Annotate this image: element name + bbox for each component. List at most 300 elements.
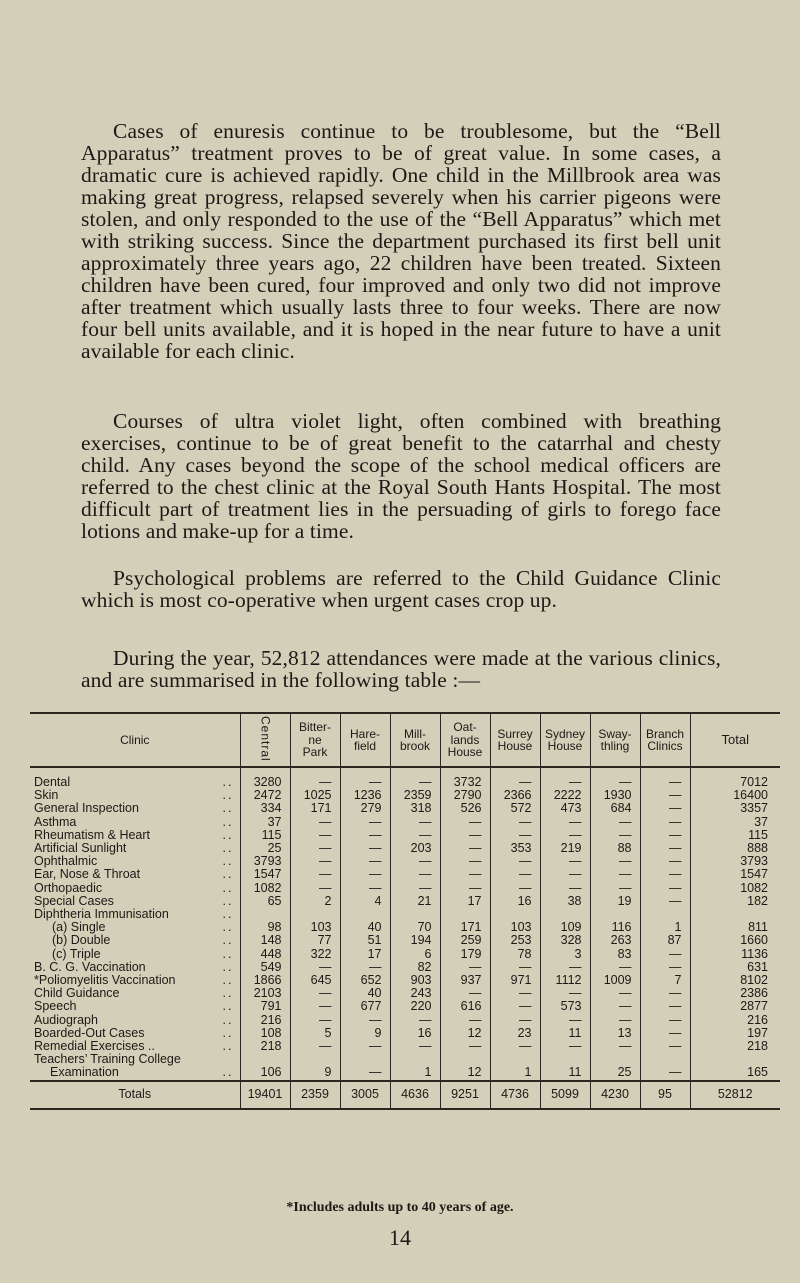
table-cell: — xyxy=(540,868,590,881)
table-cell: — xyxy=(640,802,690,815)
table-cell: — xyxy=(290,882,340,895)
dot-leader: .. xyxy=(222,959,234,974)
row-label-text: Dental xyxy=(34,775,71,789)
header-oatlands-house xyxy=(440,713,490,767)
table-cell: — xyxy=(390,816,440,829)
table-cell: 78 xyxy=(490,948,540,961)
table-cell: 40 xyxy=(340,987,390,1000)
table-cell: 334 xyxy=(240,802,290,815)
row-label xyxy=(30,802,240,815)
table-cell: — xyxy=(390,882,440,895)
table-cell: — xyxy=(490,1014,540,1027)
table-cell: — xyxy=(490,855,540,868)
table-cell: 322 xyxy=(290,948,340,961)
row-label-text: General Inspection xyxy=(34,801,139,816)
table-row xyxy=(30,908,780,921)
table-cell xyxy=(390,908,440,921)
header-bitterne-park xyxy=(290,713,340,767)
header-line: Park xyxy=(302,745,328,760)
table-cell: — xyxy=(340,1014,390,1027)
header-line: Clinics xyxy=(647,739,683,753)
table-cell: — xyxy=(290,829,340,842)
table-cell: 1112 xyxy=(540,974,590,987)
table-cell: — xyxy=(340,816,390,829)
row-label xyxy=(30,767,240,789)
table-cell: 811 xyxy=(690,921,780,934)
header-line: Sway- xyxy=(598,726,632,741)
dot-leader: .. xyxy=(222,920,234,935)
table-cell: — xyxy=(440,868,490,881)
table-cell: — xyxy=(640,961,690,974)
table-cell: — xyxy=(440,842,490,855)
table-cell: 2 xyxy=(290,895,340,908)
table-cell: 103 xyxy=(490,921,540,934)
row-label xyxy=(30,882,240,895)
table-cell: — xyxy=(440,855,490,868)
table-cell: — xyxy=(290,842,340,855)
table-cell: 218 xyxy=(690,1040,780,1053)
totals-cell: 95 xyxy=(640,1081,690,1109)
table-cell: 65 xyxy=(240,895,290,908)
table-cell: — xyxy=(490,868,540,881)
table-cell: 1547 xyxy=(690,868,780,881)
table-header-row xyxy=(30,713,780,767)
table-cell: 182 xyxy=(690,895,780,908)
table-cell: 6 xyxy=(390,948,440,961)
table-row xyxy=(30,934,780,947)
table-cell: 8102 xyxy=(690,974,780,987)
header-central xyxy=(240,713,290,767)
table-cell: 5 xyxy=(290,1027,340,1040)
row-label xyxy=(30,816,240,829)
table-cell: 197 xyxy=(690,1027,780,1040)
table-cell: 7 xyxy=(640,974,690,987)
table-cell: 19 xyxy=(590,895,640,908)
row-label-text: Remedial Exercises .. xyxy=(34,1039,155,1054)
table-cell: — xyxy=(490,961,540,974)
table-row xyxy=(30,1053,780,1080)
table-cell: 88 xyxy=(590,842,640,855)
table-row xyxy=(30,1014,780,1027)
table-cell: 2790 xyxy=(440,789,490,802)
table-cell: — xyxy=(640,855,690,868)
table-cell: — xyxy=(490,816,540,829)
table-cell: — xyxy=(340,855,390,868)
table-cell: — xyxy=(290,961,340,974)
row-label xyxy=(30,934,240,947)
table-row xyxy=(30,829,780,842)
header-surrey-house xyxy=(490,713,540,767)
paragraph-ultra-violet xyxy=(81,410,721,542)
table-cell: 1136 xyxy=(690,948,780,961)
table-cell: 253 xyxy=(490,934,540,947)
table-cell: 7012 xyxy=(690,767,780,789)
table-cell: 677 xyxy=(340,1000,390,1013)
table-cell: 549 xyxy=(240,961,290,974)
table-cell: 12 xyxy=(440,1053,490,1080)
row-label-text: Boarded-Out Cases xyxy=(34,1025,145,1040)
table-cell: 2359 xyxy=(390,789,440,802)
table-cell: 3793 xyxy=(240,855,290,868)
table-cell: 40 xyxy=(340,921,390,934)
row-label-text: (c) Triple xyxy=(52,946,101,961)
table-cell: — xyxy=(490,1000,540,1013)
dot-leader: .. xyxy=(222,854,234,869)
table-cell: 98 xyxy=(240,921,290,934)
table-cell: 652 xyxy=(340,974,390,987)
header-swaythling xyxy=(590,713,640,767)
table-cell: 109 xyxy=(540,921,590,934)
table-cell: 3732 xyxy=(440,767,490,789)
page-number: 14 xyxy=(389,1225,411,1250)
table-row xyxy=(30,767,780,789)
totals-cell: 9251 xyxy=(440,1081,490,1109)
table-row xyxy=(30,1000,780,1013)
table-cell: 572 xyxy=(490,802,540,815)
table-cell: 37 xyxy=(240,816,290,829)
table-cell: 1025 xyxy=(290,789,340,802)
table-cell: — xyxy=(640,842,690,855)
table-cell: 1 xyxy=(490,1053,540,1080)
table-cell: — xyxy=(340,868,390,881)
table-cell: 25 xyxy=(590,1053,640,1080)
table-cell: — xyxy=(390,868,440,881)
table-cell: — xyxy=(440,1014,490,1027)
row-label-text: Diphtheria Immunisation xyxy=(34,907,169,922)
table-cell: — xyxy=(590,987,640,1000)
header-line: Hare- xyxy=(349,726,380,741)
table-cell: — xyxy=(640,868,690,881)
table-cell: 108 xyxy=(240,1027,290,1040)
paragraph-text: Psychological problems are referred to the Child Guidance Clinic which is most co-operative when urgent cases crop up. xyxy=(81,566,721,612)
table-cell: — xyxy=(540,961,590,974)
table-cell: — xyxy=(540,1014,590,1027)
row-label xyxy=(30,1053,240,1080)
table-cell xyxy=(240,908,290,921)
table-cell: 259 xyxy=(440,934,490,947)
row-label-text: *Poliomyelitis Vaccination xyxy=(34,973,176,988)
dot-leader: .. xyxy=(222,1025,234,1040)
table-cell: 179 xyxy=(440,948,490,961)
table-cell: 888 xyxy=(690,842,780,855)
table-cell: 83 xyxy=(590,948,640,961)
table-cell: 903 xyxy=(390,974,440,987)
table-cell: 106 xyxy=(240,1053,290,1080)
table-cell: 11 xyxy=(540,1027,590,1040)
table-cell: — xyxy=(540,882,590,895)
table-cell: — xyxy=(340,829,390,842)
table-cell: 82 xyxy=(390,961,440,974)
table-cell xyxy=(640,908,690,921)
table-cell: 216 xyxy=(240,1014,290,1027)
table-cell: — xyxy=(440,1040,490,1053)
table-cell: — xyxy=(390,855,440,868)
table-cell: 37 xyxy=(690,816,780,829)
table-cell: 2472 xyxy=(240,789,290,802)
table-cell: — xyxy=(640,789,690,802)
table-cell: 17 xyxy=(440,895,490,908)
table-cell: — xyxy=(340,961,390,974)
table-cell: 116 xyxy=(590,921,640,934)
table-cell: 1236 xyxy=(340,789,390,802)
table-cell: — xyxy=(540,829,590,842)
paragraph-psychological xyxy=(81,567,721,611)
dot-leader: .. xyxy=(222,973,234,988)
row-label-text: Audiograph xyxy=(34,1012,98,1027)
totals-row xyxy=(30,1081,780,1109)
row-label xyxy=(30,1014,240,1027)
table-cell: 2386 xyxy=(690,987,780,1000)
table-cell: — xyxy=(590,1014,640,1027)
table-cell: — xyxy=(640,1000,690,1013)
table-cell: — xyxy=(290,987,340,1000)
table-cell: 1 xyxy=(390,1053,440,1080)
totals-cell: 52812 xyxy=(690,1081,780,1109)
table-cell: — xyxy=(290,767,340,789)
table-cell: 1866 xyxy=(240,974,290,987)
row-label-text: Teachers’ Training College xyxy=(34,1052,181,1067)
table-cell: 2103 xyxy=(240,987,290,1000)
table-cell: — xyxy=(590,868,640,881)
header-line: thling xyxy=(600,739,630,753)
header-central-text: Central xyxy=(258,715,273,762)
table-cell: 16 xyxy=(490,895,540,908)
table-cell: — xyxy=(290,868,340,881)
table-cell: 526 xyxy=(440,802,490,815)
totals-label: Totals xyxy=(30,1081,240,1109)
table-row xyxy=(30,855,780,868)
totals-cell: 19401 xyxy=(240,1081,290,1109)
table-cell: — xyxy=(590,1040,640,1053)
table-cell: — xyxy=(640,895,690,908)
table-cell: — xyxy=(290,1014,340,1027)
row-label xyxy=(30,948,240,961)
table-cell: 21 xyxy=(390,895,440,908)
table-cell: 2877 xyxy=(690,1000,780,1013)
table-cell: — xyxy=(540,855,590,868)
table-cell: 148 xyxy=(240,934,290,947)
table-cell: — xyxy=(640,882,690,895)
table-cell: — xyxy=(590,961,640,974)
table-cell: — xyxy=(640,987,690,1000)
table-cell: — xyxy=(440,829,490,842)
table-cell: — xyxy=(590,816,640,829)
header-line: field xyxy=(353,739,376,753)
dot-leader: .. xyxy=(222,946,234,961)
table-cell: — xyxy=(540,816,590,829)
table-cell: — xyxy=(640,767,690,789)
table-cell: 2222 xyxy=(540,789,590,802)
table-cell: — xyxy=(290,1000,340,1013)
dot-leader: .. xyxy=(222,814,234,829)
table-cell: — xyxy=(640,1053,690,1080)
paragraph-text: Courses of ultra violet light, often combined with breathing exercises, continue to be of great benefit to the catarrhal and chesty child. Any cases beyond the scope of the school medical officers are referred to the chest clinic at the Royal South Hants Hospital. The most difficult part of treatment lies in the persuading of girls to forego face lotions and make-up for a time. xyxy=(81,409,721,543)
header-sydney-house xyxy=(540,713,590,767)
header-line: House xyxy=(447,745,483,760)
table-row xyxy=(30,802,780,815)
table-cell: 971 xyxy=(490,974,540,987)
row-label xyxy=(30,868,240,881)
table-cell: — xyxy=(640,1027,690,1040)
table-cell: 9 xyxy=(340,1027,390,1040)
table-cell: — xyxy=(340,842,390,855)
dot-leader: .. xyxy=(222,880,234,895)
paragraph-text: During the year, 52,812 attendances were made at the various clinics, and are summarised in the following table :— xyxy=(81,646,721,692)
table-cell: 3280 xyxy=(240,767,290,789)
header-branch-clinics xyxy=(640,713,690,767)
table-cell: 616 xyxy=(440,1000,490,1013)
totals-cell: 3005 xyxy=(340,1081,390,1109)
header-line: brook xyxy=(399,739,431,753)
table-cell: 70 xyxy=(390,921,440,934)
table-cell xyxy=(340,908,390,921)
table-cell: — xyxy=(640,829,690,842)
table-cell: — xyxy=(290,1040,340,1053)
header-harefield xyxy=(340,713,390,767)
table-cell: 11 xyxy=(540,1053,590,1080)
table-cell: — xyxy=(290,816,340,829)
table-cell: 25 xyxy=(240,842,290,855)
table-cell: 4 xyxy=(340,895,390,908)
header-line: Bitter- xyxy=(298,720,331,735)
table-row xyxy=(30,868,780,881)
table-cell: — xyxy=(590,829,640,842)
row-label-text: Speech xyxy=(34,999,77,1014)
table-cell: 473 xyxy=(540,802,590,815)
dot-leader: .. xyxy=(222,788,234,803)
table-cell: 16400 xyxy=(690,789,780,802)
row-label-text: Ear, Nose & Throat xyxy=(34,867,141,882)
dot-leader: .. xyxy=(222,775,234,789)
table-cell: — xyxy=(490,987,540,1000)
table-cell: 87 xyxy=(640,934,690,947)
table-cell: — xyxy=(490,829,540,842)
table-cell: — xyxy=(340,1053,390,1080)
dot-leader: .. xyxy=(222,999,234,1014)
table-cell: 2366 xyxy=(490,789,540,802)
table-cell: 3 xyxy=(540,948,590,961)
table-cell: 318 xyxy=(390,802,440,815)
row-label-text: Orthopaedic xyxy=(34,880,103,895)
table-cell: 115 xyxy=(690,829,780,842)
header-line: House xyxy=(497,739,533,753)
table-cell: — xyxy=(490,767,540,789)
row-label-text: Artificial Sunlight xyxy=(34,841,127,856)
header-line: lands xyxy=(450,732,480,747)
table-cell: — xyxy=(540,767,590,789)
table-cell: — xyxy=(540,1040,590,1053)
table-cell: 171 xyxy=(290,802,340,815)
dot-leader: .. xyxy=(222,986,234,1001)
header-total: Total xyxy=(690,713,780,767)
table-cell: 243 xyxy=(390,987,440,1000)
row-label-text-2: Examination xyxy=(50,1065,119,1080)
table-cell: — xyxy=(490,1040,540,1053)
dot-leader: .. xyxy=(222,1012,234,1027)
dot-leader: .. xyxy=(222,1039,234,1054)
table-cell: — xyxy=(340,1040,390,1053)
footnote: *Includes adults up to 40 years of age. xyxy=(286,1200,514,1215)
row-label-text: Skin xyxy=(34,788,59,803)
table-cell: 279 xyxy=(340,802,390,815)
table-cell: 38 xyxy=(540,895,590,908)
table-cell: — xyxy=(290,855,340,868)
row-label-text: (a) Single xyxy=(52,920,106,935)
table-cell: 631 xyxy=(690,961,780,974)
table-row xyxy=(30,816,780,829)
dot-leader: .. xyxy=(222,907,234,922)
table-row xyxy=(30,974,780,987)
header-line: Sydney xyxy=(544,726,586,741)
dot-leader: .. xyxy=(222,841,234,856)
dot-leader: .. xyxy=(222,801,234,816)
table-cell: 218 xyxy=(240,1040,290,1053)
table-cell: 216 xyxy=(690,1014,780,1027)
totals-cell: 2359 xyxy=(290,1081,340,1109)
table-cell: 115 xyxy=(240,829,290,842)
row-label-text: Special Cases xyxy=(34,893,114,908)
table-cell: 171 xyxy=(440,921,490,934)
table-cell: — xyxy=(390,829,440,842)
table-cell: 645 xyxy=(290,974,340,987)
table-cell: 1082 xyxy=(690,882,780,895)
header-millbrook xyxy=(390,713,440,767)
table-cell: 165 xyxy=(690,1053,780,1080)
paragraph-enuresis xyxy=(81,120,721,362)
table-cell: — xyxy=(390,1040,440,1053)
table-cell: 1082 xyxy=(240,882,290,895)
dot-leader: .. xyxy=(222,867,234,882)
header-line: Mill- xyxy=(404,726,426,741)
dot-leader: .. xyxy=(222,1065,234,1080)
table-cell: — xyxy=(440,987,490,1000)
table-cell: 3357 xyxy=(690,802,780,815)
table-cell: — xyxy=(440,961,490,974)
table-cell: 573 xyxy=(540,1000,590,1013)
header-line: House xyxy=(547,739,583,753)
row-label-text: Asthma xyxy=(34,814,77,829)
dot-leader: .. xyxy=(222,933,234,948)
row-label xyxy=(30,1000,240,1013)
table-cell: 353 xyxy=(490,842,540,855)
table-cell: — xyxy=(590,882,640,895)
table-cell: — xyxy=(490,882,540,895)
row-label-text: (b) Double xyxy=(52,933,111,948)
row-label-text: Rheumatism & Heart xyxy=(34,827,151,842)
dot-leader: .. xyxy=(222,893,234,908)
table-cell: 937 xyxy=(440,974,490,987)
table-cell: 263 xyxy=(590,934,640,947)
header-line: Oat- xyxy=(453,720,477,735)
table-cell: 220 xyxy=(390,1000,440,1013)
table-cell: 1547 xyxy=(240,868,290,881)
dot-leader: .. xyxy=(222,827,234,842)
table-cell: 17 xyxy=(340,948,390,961)
table-cell: 1930 xyxy=(590,789,640,802)
table-row xyxy=(30,842,780,855)
table-row xyxy=(30,987,780,1000)
table-cell: 194 xyxy=(390,934,440,947)
table-cell: — xyxy=(590,767,640,789)
table-cell: 203 xyxy=(390,842,440,855)
table-cell: — xyxy=(590,1000,640,1013)
header-clinic: Clinic xyxy=(30,713,240,767)
table-cell: 9 xyxy=(290,1053,340,1080)
header-line: Branch xyxy=(645,726,685,741)
table-row xyxy=(30,948,780,961)
table-cell: — xyxy=(590,855,640,868)
table-cell: — xyxy=(540,987,590,1000)
